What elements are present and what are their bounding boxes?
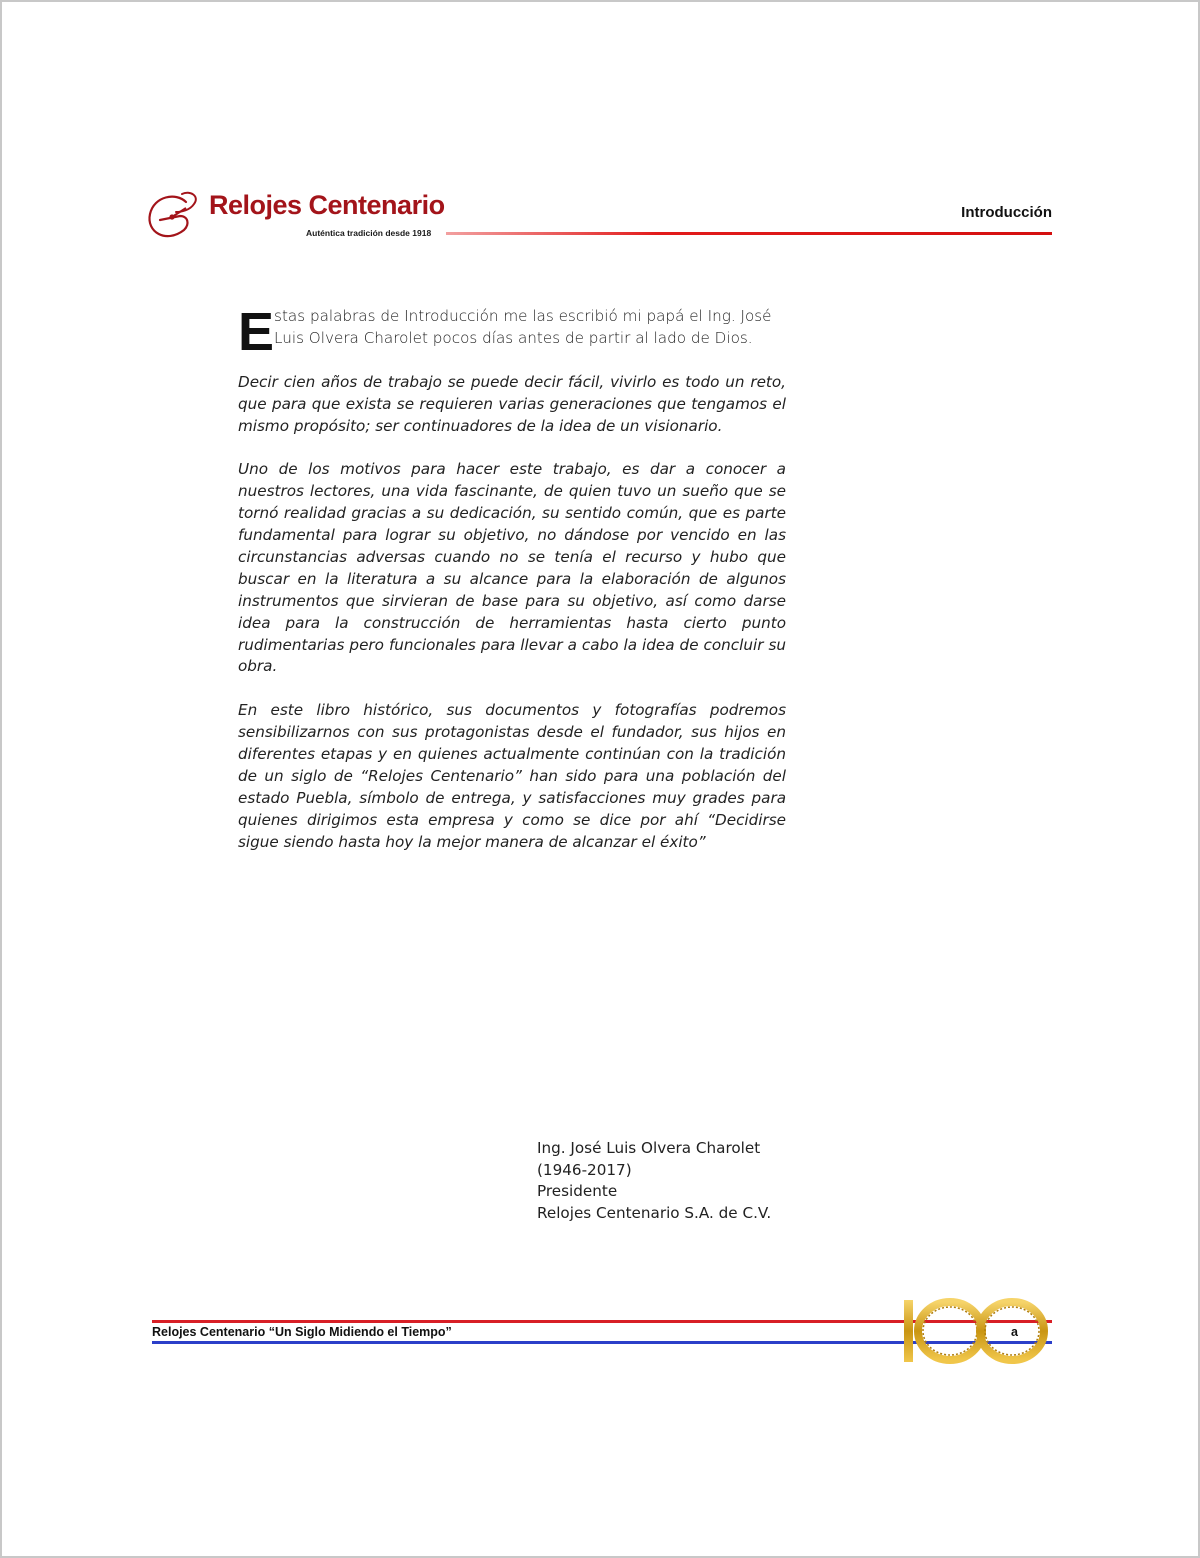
- clock-hand-swoosh-icon: [146, 190, 202, 242]
- signer-company: Relojes Centenario S.A. de C.V.: [537, 1204, 772, 1223]
- signer-years: (1946-2017): [537, 1160, 632, 1179]
- page-number: a: [1011, 1325, 1018, 1339]
- introduction-body: [238, 302, 786, 876]
- header-rule: [446, 232, 1052, 235]
- signer-name: Ing. José Luis Olvera Charolet: [537, 1139, 761, 1157]
- brand-tagline: Auténtica tradición desde 1918: [306, 228, 432, 238]
- signature-block: [537, 1138, 771, 1225]
- intro-paragraph: [238, 302, 786, 362]
- body-paragraph: Decir cien años de trabajo se puede decir fácil, vivirlo es todo un reto, que para que exista se requieren varias generaciones que tengamos el mismo propósito; ser continuadores de la idea de un visionario.: [238, 372, 786, 435]
- body-paragraph: Uno de los motivos para hacer este trabajo, es dar a conocer a nuestros lectores, una vida fascinante, de quien tuvo un sueño que se tornó realidad gracias a su dedicación, su sentido común, que es parte fundamental para lograr su objetivo, no dándose por vencido en las circunstancias adversas cuando no se tenía el recurso y hubo que buscar en la literatura a su alcance para la elaboración de algunos instrumentos que sirvieran de base para su objetivo, así como darse idea para la construcción de herramientas hasta cierto punto rudimentarias pero funcionales para llevar a cabo la idea de concluir su obra.: [238, 460, 786, 676]
- intro-text: stas palabras de Introducción me las escribió mi papá el Ing. José Luis Olvera Charolet pocos días antes de partir al lado de Dios.: [274, 307, 772, 347]
- brand-name: Relojes Centenario: [209, 190, 445, 220]
- signer-role: Presidente: [537, 1182, 618, 1201]
- gold-centenary-100-icon: [898, 1294, 1054, 1368]
- drop-cap: E: [238, 302, 274, 362]
- body-paragraph: En este libro histórico, sus documentos y fotografías podremos sensibilizarnos con sus protagonistas desde el fundador, sus hijos en diferentes etapas y en quienes actualmente continúan con la tradición de un siglo de “Relojes Centenario” han sido para una población del estado Puebla, símbolo de entrega, y satisfacciones muy grades para quienes dirigimos esta empresa y como se dice por ahí “Decidirse sigue siendo hasta hoy la mejor manera de alcanzar el éxito”: [238, 701, 786, 851]
- footer-title: Relojes Centenario “Un Siglo Midiendo el Tiempo”: [152, 1325, 452, 1339]
- section-title: Introducción: [961, 204, 1052, 221]
